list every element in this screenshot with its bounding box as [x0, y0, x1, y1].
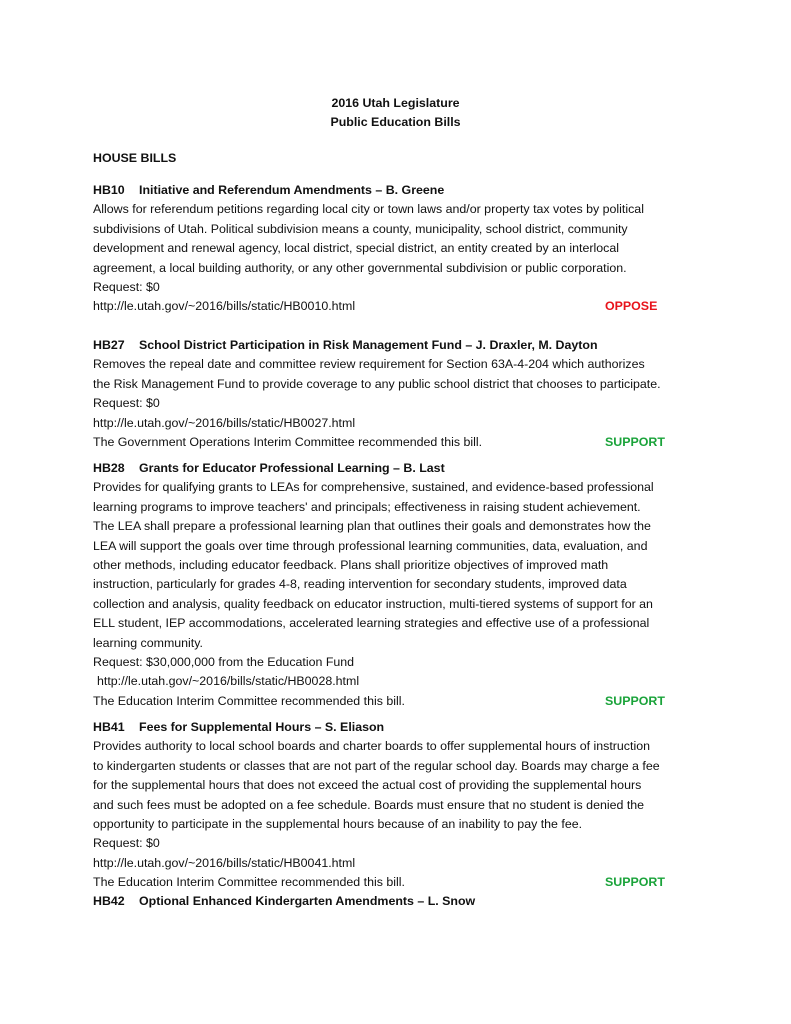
description-line: The LEA shall prepare a professional learning plan that outlines their goals and demonstrates how the	[93, 519, 651, 534]
document-title: 2016 Utah Legislature	[331, 96, 460, 110]
description-line: Removes the repeal date and committee review requirement for Section 63A-4-204 which authorizes	[93, 357, 645, 372]
description-line: the Risk Management Fund to provide coverage to any public school district that chooses to participate.	[93, 376, 661, 391]
position-badge: OPPOSE	[605, 299, 658, 314]
bill-title: Optional Enhanced Kindergarten Amendments – L. Snow	[139, 894, 476, 908]
bill-committee-row	[93, 433, 703, 452]
bill-request: Request: $0	[93, 836, 160, 851]
description-line: opportunity to participate in the supplemental hours because of an inability to pay the fee.	[93, 817, 583, 832]
bill-number: HB28	[93, 461, 125, 475]
bill-description	[93, 200, 703, 278]
bill-heading	[93, 892, 703, 911]
bill-link[interactable]: http://le.utah.gov/~2016/bills/static/HB0010.html	[93, 299, 356, 314]
position-badge: SUPPORT	[605, 435, 665, 450]
description-line: LEA will support the goals over time through professional learning communities, data, evaluation, and	[93, 538, 648, 553]
description-line: instruction, particularly for grades 4-8, reading intervention for secondary students, improved data	[93, 577, 627, 592]
bill-number: HB27	[93, 338, 125, 352]
bill-heading	[93, 181, 703, 200]
bill-number: HB41	[93, 720, 125, 734]
bill-title: Initiative and Referendum Amendments – B. Greene	[139, 183, 445, 197]
bill-hb28	[93, 459, 703, 711]
document-subtitle: Public Education Bills	[330, 115, 461, 129]
position-badge: SUPPORT	[605, 693, 665, 708]
bill-hb41	[93, 718, 703, 893]
bill-hb27	[93, 336, 703, 452]
description-line: subdivisions of Utah. Political subdivision means a county, municipality, school district, community	[93, 221, 628, 236]
bill-committee-row	[93, 692, 703, 711]
bill-request: Request: $0	[93, 280, 160, 295]
bill-hb42	[93, 892, 703, 911]
bill-committee-row	[93, 873, 703, 892]
description-line: learning community.	[93, 635, 203, 650]
description-line: to kindergarten students or classes that are not part of the regular school day. Boards may charge a fee	[93, 758, 660, 773]
bill-request: Request: $30,000,000 from the Education Fund	[93, 655, 355, 670]
bill-link[interactable]: http://le.utah.gov/~2016/bills/static/HB0027.html	[93, 415, 356, 430]
description-line: for the supplemental hours that does not exceed the actual cost of providing the supplemental hours	[93, 778, 642, 793]
bill-title: Fees for Supplemental Hours – S. Eliason	[139, 720, 385, 734]
bill-heading	[93, 336, 703, 355]
committee-note: The Government Operations Interim Committee recommended this bill.	[93, 435, 483, 450]
description-line: ELL student, IEP accommodations, accelerated learning strategies and effective use of a professional	[93, 616, 650, 631]
committee-note: The Education Interim Committee recommended this bill.	[93, 693, 405, 708]
bill-link[interactable]: http://le.utah.gov/~2016/bills/static/HB0041.html	[93, 855, 356, 870]
position-badge: SUPPORT	[605, 875, 665, 890]
bill-title: Grants for Educator Professional Learning – B. Last	[139, 461, 445, 475]
bill-number: HB42	[93, 894, 125, 908]
section-heading: HOUSE BILLS	[93, 151, 177, 165]
bill-title: School District Participation in Risk Management Fund – J. Draxler, M. Dayton	[139, 338, 598, 352]
bill-hb10	[93, 181, 703, 317]
committee-note: The Education Interim Committee recommended this bill.	[93, 875, 405, 890]
bill-description	[93, 478, 703, 653]
description-line: collection and analysis, quality feedback on educator instruction, multi-tiered systems of support for an	[93, 596, 653, 611]
bill-url-row	[93, 297, 703, 316]
bill-heading	[93, 459, 703, 478]
description-line: and such fees must be adopted on a fee schedule. Boards must ensure that no student is denied the	[93, 797, 645, 812]
bill-description	[93, 355, 703, 394]
description-line: Provides for qualifying grants to LEAs for comprehensive, sustained, and evidence-based professional	[93, 480, 654, 495]
bill-number: HB10	[93, 183, 125, 197]
bill-description	[93, 737, 703, 834]
description-line: learning programs to improve teachers' and principals; effectiveness in raising student achievement.	[93, 499, 641, 514]
description-line: agreement, a local building authority, or any other governmental subdivision or public corporation.	[93, 260, 627, 275]
description-line: development and renewal agency, local district, special district, an entity created by an interlocal	[93, 241, 619, 256]
description-line: other methods, including educator feedback. Plans shall prioritize objectives of improved math	[93, 558, 609, 573]
description-line: Allows for referendum petitions regarding local city or town laws and/or property tax votes by political	[93, 202, 644, 217]
description-line: Provides authority to local school boards and charter boards to offer supplemental hours of instruction	[93, 739, 650, 754]
bill-link[interactable]: http://le.utah.gov/~2016/bills/static/HB0028.html	[97, 674, 360, 689]
bill-request: Request: $0	[93, 396, 160, 411]
bill-heading	[93, 718, 703, 737]
